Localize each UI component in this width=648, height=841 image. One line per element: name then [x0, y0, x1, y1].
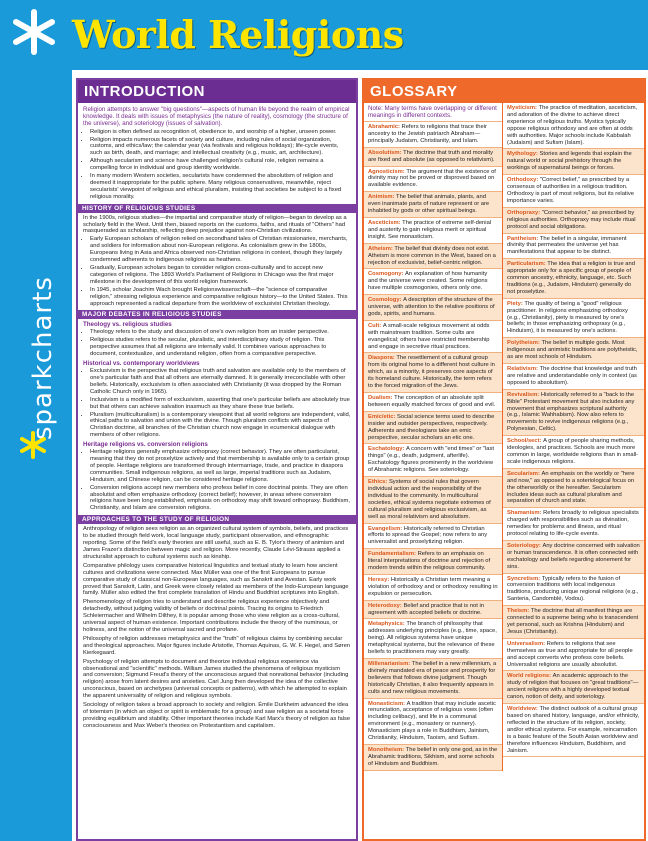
glossary-entry	[503, 338, 644, 364]
glossary-entry	[503, 639, 644, 672]
introduction-panel	[76, 78, 358, 841]
glossary-term: Piety:	[507, 300, 525, 307]
debate-theology-list	[83, 329, 351, 358]
glossary-term: Eschatology:	[368, 446, 407, 453]
list-item: • In many modern Western societies, secularists have condemned the absolutism of religion and deemed it inappropriate for the public sphere. Many religious conservatives, meanwhile, reject secularists' viewpoint of religious and ethical pluralism, insisting that societies be subject to a fixed religious morality.	[90, 173, 351, 201]
glossary-entry	[503, 469, 644, 509]
glossary-entry	[503, 299, 644, 339]
glossary-definition: Historically referred to a "back to the Bible" Protestant movement but also includes any movement that emphasizes scriptural authority (e.g., Islamic Wahhabism). Now also refers to movements to revive indigenous religions (e.g., Polynesian, Celtic).	[507, 391, 635, 433]
glossary-entry	[364, 699, 502, 745]
glossary-entry	[364, 148, 502, 167]
glossary-definition: The practice of extreme self-denial and austerity to gain religious merit or spiritual insight. See monasticism.	[368, 219, 492, 240]
glossary-column-left	[364, 103, 503, 771]
glossary-term: Universalism:	[507, 640, 547, 647]
glossary-term: Shamanism:	[507, 510, 544, 517]
top-banner	[0, 0, 648, 70]
glossary-definition: Systems of social rules that govern individual action and the responsibility of the individual to the community. In multicultural societies, ethical systems negotiate extremes of cultural pluralism and religious exclusivism, as well as moral relativism and absolutism.	[368, 479, 491, 520]
glossary-term: School/sect:	[507, 438, 544, 445]
glossary-term: World religions:	[507, 673, 553, 680]
glossary-definition: The argument that the existence of divinity may not be proved or disproved based on available evidence.	[368, 168, 496, 189]
glossary-entry	[364, 444, 502, 477]
glossary-entry	[364, 659, 502, 699]
glossary-panel	[362, 78, 646, 841]
list-item: • Theology refers to the study and discussion of one's own religion from an insider perspective.	[90, 329, 351, 336]
approach-paragraph: Philosophy of religion addresses metaphysics and the "truth" of religious claims by combining secular and theological approaches. Major figures include Aristotle, Thomas Aquinas, G. W. F. Hegel, and Søren Kierkegaard.	[83, 635, 351, 656]
glossary-term: Mysticism:	[507, 105, 539, 111]
glossary-term: Monotheism:	[368, 746, 406, 753]
glossary-entry	[364, 575, 502, 601]
glossary-term: Cosmogony:	[368, 271, 406, 278]
brand-wordmark	[18, 276, 58, 440]
history-paragraph: In the 1900s, religious studies—the impartial and comparative study of religion—began to develop as a scholarly field in the West. Until then, biased reports on the customs, faiths, and rituals of "Others" had masqueraded as scholarship, reflecting deep prejudice against non-Christian civilizations.	[83, 214, 347, 235]
glossary-entry	[503, 508, 644, 541]
glossary-entry	[364, 269, 502, 295]
glossary-definition: The conception of an absolute split between equally matched forces of good and evil.	[368, 395, 496, 408]
glossary-definition: The practice of meditation, asceticism, and adoration of the divine to achieve direct experience of religious truths. Mystics typically oppose religious orthodoxy and are often at odds with authorities. Major schools include Kabbalah (Judaism) and Sufism (Islam).	[507, 105, 638, 146]
brand-label: sparkcharts	[28, 276, 58, 440]
glossary-entry	[364, 412, 502, 445]
glossary-definition: "Correct behavior," as prescribed by religious authorities. Orthopraxy may include ritual protocol and social obligations.	[507, 209, 636, 230]
page-title: World Religions	[72, 12, 404, 57]
glossary-definition: The belief that animals, plants, and even inanimate parts of nature represent or are inhabited by gods or other spiritual beings.	[368, 194, 490, 215]
asterisk-small-icon	[18, 430, 48, 460]
glossary-term: Diaspora:	[368, 355, 397, 362]
list-item: • Exclusivism is the perspective that religious truth and salvation are available only to the members of one's particular faith and that all others are eternally damned. It is generally irreconcilable with other beliefs. Historically, exclusivism is often associated with Christianity (it was dropped by the Roman Catholic Church only in 1965).	[90, 368, 351, 396]
glossary-term: Mythology:	[507, 151, 540, 158]
glossary-term: Orthodoxy:	[507, 177, 540, 184]
approach-paragraph: Sociology of religion takes a broad approach to society and religion. Émile Durkheim advanced the idea of totemism (in which an object or spirit is emblematic for a group) and saw religion as a societal force providing equilibrium and stability. Other important theories include Karl Marx's theory of religion as false consciousness and Max Weber's theories on Protestantism and capitalism.	[83, 702, 351, 729]
list-item: • Heritage religions generally emphasize orthopraxy (correct behavior). They are often particularist, meaning that they do not proselytize actively and that membership is available only to a certain group of people. Heritage religions are transformed through intermarriage, trade, and practice in diaspora communities. Small indigenous religions, as well as large, imperial traditions such as Judaism, Hinduism, and Chinese religion, can be considered heritage religions.	[90, 449, 351, 484]
glossary-definition: The quality of being a "good" religious practitioner. In religions emphasizing orthodoxy (e.g., Christianity), piety is measured by one's beliefs; in those emphasizing orthopraxy (e.g., Hinduism), it is measured by one's actions.	[507, 300, 628, 335]
glossary-term: Cult:	[368, 322, 383, 329]
glossary-term: Emic/etic:	[368, 413, 397, 420]
glossary-entry	[364, 353, 502, 393]
glossary-definition: The doctrine that truth and morality are fixed and absolute (as opposed to relativism).	[368, 149, 495, 163]
glossary-entry	[503, 259, 644, 299]
approach-paragraph: Psychology of religion attempts to document and theorize individual religious experience via observational and "scientific" methods. William James studied the phenomena of religious mysticism and conversion; Sigmund Freud's theory of the unconscious argued that nonrational behavior (including religion) arose from latent desires and anxieties. Carl Jung then developed the idea of the collective unconscious, based on archetypes (universal concepts or patterns), with which he attempted to explain the apparent universality of religion and religious symbols.	[83, 658, 349, 700]
glossary-definition: The doctrine that all manifest things are connected to a supreme being who is transcendent yet personal, such as Krishna (Hinduism) and Jesus (Christianity).	[507, 608, 639, 635]
glossary-definition: Typically refers to the fusion of conversion traditions with local indigenous traditions, producing unique regional religions (e.g., Santeria, Candomblé, Vodou).	[507, 575, 639, 603]
glossary-term: Relativism:	[507, 366, 540, 372]
glossary-term: Worldview:	[507, 706, 540, 713]
glossary-definition: The resettlement of a cultural group from its original home to a different host culture in which, as a minority, it preserves core aspects of its homeland culture. Historically, the term refers to the forced migration of the Jews.	[368, 355, 495, 390]
glossary-definition: The belief that divinity does not exist. Atheism is more common in the West, based on a rejection of exclusivist, belief-centric religion.	[368, 245, 496, 266]
glossary-entry	[364, 601, 502, 620]
list-item: • Pluralism (multiculturalism) is a contemporary viewpoint that all world religions are independent, valid, ethical paths to salvation and union with the divine. Though pluralism conflicts with aspects of Christian doctrine, all branches of the Christian church now engage in ecumenical dialogue with members of other religions.	[90, 412, 351, 440]
list-item: • In 1945, scholar Joachim Wach brought Religionswissenschaft—the "science of comparative religion," stressing religious experience and comparative religious history—to the United States. This approach represented a radical departure from the worldview of exclusivist Christian theology.	[90, 287, 351, 308]
glossary-term: Monasticism:	[368, 700, 407, 707]
glossary-definition: Belief and practice that is not in agreement with accepted beliefs or doctrine.	[368, 602, 484, 616]
glossary-term: Cosmology:	[368, 297, 404, 304]
glossary-term: Millenarianism:	[368, 661, 412, 667]
glossary-entry	[364, 745, 502, 771]
debates-section-header: MAJOR DEBATES IN RELIGIOUS STUDIES	[78, 310, 356, 319]
glossary-entry	[364, 619, 502, 659]
glossary-definition: Stories and legends that explain the natural world or social prehistory through the workings of supernatural beings or forces.	[507, 151, 632, 172]
glossary-definition: The belief in a new millennium, a divinely mandated era of peace and prosperity for believers that follows divine judgment. Though historically Christian, it also frequently appears in cults and new religious movements.	[368, 661, 497, 695]
glossary-definition: Any doctrine concerned with salvation or human transcendence. It is often connected with eschatology and beliefs regarding atonement for sins.	[507, 542, 640, 570]
glossary-definition: A tradition that may include ascetic renunciation, acceptance of religious vows (often including celibacy), and life in a communal environment (e.g., monastery or nunnery). Monasticism plays a role in Buddhism, Jainism, Christianity, Hinduism, Taoism, and Sufism.	[368, 700, 496, 742]
debate-worldviews-list	[83, 368, 351, 439]
glossary-term: Secularism:	[507, 470, 542, 477]
glossary-entry	[364, 393, 502, 412]
approaches-section-header: APPROACHES TO THE STUDY OF RELIGION	[78, 515, 356, 524]
glossary-definition: The branch of philosophy that addresses underlying principles (e.g., time, space, being). All religious systems have unique metaphysical systems, but the relevance of these beliefs to practitioners may vary greatly.	[368, 621, 497, 656]
introduction-header: INTRODUCTION	[78, 80, 356, 103]
glossary-term: Animism:	[368, 194, 397, 201]
glossary-entry	[503, 103, 644, 149]
glossary-term: Dualism:	[368, 395, 395, 401]
list-item: • Conversion religions accept new members who profess belief in core doctrinal points. They are often absolutist and often emphasize orthodoxy (correct belief); however, in areas where conversion religions have been long established, emphasis on orthodoxy may shift toward orthopraxy. Buddhism, Christianity, and Islam are conversion religions.	[90, 485, 351, 513]
glossary-entry	[503, 671, 644, 704]
glossary-entry	[503, 364, 644, 390]
glossary-definition: An explanation of how humanity and the universe were created. Some religions have multiple cosmogonies, others only one.	[368, 271, 488, 292]
approach-paragraph: Comparative philology uses comparative historical linguistics and textual study to learn how ancient cultures and civilizations were connected. Max Müller was one of the first Europeans to pursue comparative study of classical non-European languages, such as Sanskrit and Avestan. Early work proved that Sanskrit, Latin, and Greek were closely related as members of the Indo-European language family. Müller also edited the first complete translation of Hindu and Buddhist scriptures into English.	[83, 562, 349, 597]
glossary-entry	[503, 390, 644, 436]
glossary-term: Syncretism:	[507, 575, 542, 582]
glossary-term: Atheism:	[368, 245, 395, 252]
glossary-entry	[364, 218, 502, 244]
debate-worldviews-title: Historical vs. contemporary worldviews	[83, 360, 200, 368]
history-section-header: HISTORY OF RELIGIOUS STUDIES	[78, 204, 356, 213]
glossary-entry	[503, 149, 644, 175]
glossary-definition: A description of the structure of the universe, with attention to the relative positions of gods, spirits, and humans.	[368, 297, 495, 317]
approach-paragraph: Anthropology of religion sees religion as an organized cultural system of symbols, beliefs, and practices to be studied through field work, local language study, participant observation, and ethnographic reporting. Some of the field's early theories are still useful, such as E. B. Tylor's theory of animism and James Frazer's distinction between magic and religion. More recently, Claude Lévi-Strauss applied a structuralist approach to cultural systems such as kinship.	[83, 526, 349, 560]
list-item: • Religious studies refers to the secular, pluralistic, and interdisciplinary study of religion. This perspective assumes that all religions are internally valid. It combines various approaches to document, contextualize, and understand religion, often from a comparative perspective.	[90, 337, 351, 358]
asterisk-logo-icon	[8, 6, 60, 58]
glossary-definition: The idea that a religion is true and appropriate only for a specific group of people of common ancestry, ethnicity, language, etc. Such traditions (e.g., Judaism, Hinduism) generally do not proselytize.	[507, 261, 635, 295]
glossary-term: Evangelism:	[368, 525, 404, 532]
glossary-term: Agnosticism:	[368, 168, 407, 175]
glossary-definition: Refers to religions that trace their ancestry to the Jewish patriarch Abraham—principally Judaism, Christianity, and Islam.	[368, 124, 487, 144]
debate-heritage-list	[83, 449, 351, 512]
glossary-entry	[364, 549, 502, 575]
list-item: • Religion is often defined as recognition of, obedience to, and worship of a higher, unseen power.	[90, 129, 351, 136]
glossary-term: Pantheism:	[507, 235, 540, 242]
glossary-entry	[364, 122, 502, 148]
glossary-entry	[503, 436, 644, 469]
list-item: • Early European scholars of religion relied on secondhand tales of Christian missionaries, merchants, and soldiers for information about non-European religions. As colonialism grew in the 1800s, Europeans living in Asia and Africa observed non-Christian religions in context, though they largely condemned adherents to indigenous religions as heathens.	[90, 236, 351, 264]
list-item: • Although secularism and science have challenged religion's cultural role, religion remains a compelling force in individual and group identity worldwide.	[90, 158, 351, 172]
debate-heritage-title: Heritage religions vs. conversion religions	[83, 441, 208, 449]
glossary-term: Particularism:	[507, 261, 548, 268]
approach-paragraph: Phenomenology of religion tries to understand and describe religious experience objectively and detachedly, without judging validity of beliefs or doctrinal points. Tracing its origins to Friedrich Schleiermacher and Wilhelm Dilthey, it is popular among those who view religion as a cross-cultural, universal aspect of human existence. Important contributions include the theory of the numinous, or holiness, and the notion of the universal sacred and profane.	[83, 599, 340, 633]
glossary-entry	[503, 606, 644, 639]
glossary-entry	[503, 541, 644, 574]
glossary-term: Heresy:	[368, 576, 391, 583]
glossary-entry	[364, 477, 502, 523]
intro-bullets	[83, 129, 351, 201]
glossary-term: Revivalism:	[507, 391, 541, 398]
glossary-entry	[364, 524, 502, 550]
intro-lead: Religion attempts to answer "big questions"—aspects of human life beyond the realm of empirical knowledge. It deals with issues of metaphysics (the nature of reality), cosmology (the structure of the universe), and soteriology (issues of salvation).	[83, 106, 350, 128]
glossary-note: Note: Many terms have overlapping or different meanings in different contexts.	[364, 103, 502, 122]
glossary-definition: A concern with "end times" or "last things" (e.g., death, judgment, afterlife). Eschatology figures prominently in the worldview of Abrahamic religions. See soteriology.	[368, 446, 495, 474]
glossary-entry	[364, 321, 502, 354]
list-item: • Inclusivism is a modified form of exclusivism, asserting that one's particular beliefs are absolutely true but that others can achieve salvation inasmuch as they share these true beliefs.	[90, 397, 351, 411]
glossary-definition: A small-scale religious movement at odds with mainstream tradition. Some cults are evangelical; others have restricted membership and engage in secretive ritual practices.	[368, 322, 490, 350]
glossary-term: Polytheism:	[507, 340, 542, 347]
glossary-definition: A group of people sharing methods, ideologies, and practices. Schools are much more common in large, worldwide religions than in small-scale indigenous religions.	[507, 438, 639, 465]
glossary-definition: Social science terms used to describe insider and outsider perspectives, respectively. Adherents and theologians take an emic perspective, secular scholars an etic one.	[368, 413, 495, 441]
glossary-column-right	[503, 103, 644, 771]
glossary-term: Soteriology:	[507, 542, 543, 549]
brand-sidebar	[0, 70, 72, 841]
glossary-term: Fundamentalism:	[368, 551, 418, 558]
glossary-definition: Historically referred to Christian efforts to spread the Gospel; now refers to any universalist and proselytizing religion.	[368, 525, 488, 546]
glossary-header: GLOSSARY	[364, 80, 644, 103]
glossary-entry	[503, 574, 644, 607]
debate-theology-title: Theology vs. religious studies	[83, 321, 172, 329]
glossary-term: Abrahamic:	[368, 124, 402, 130]
glossary-definition: The belief in multiple gods. Most indigenous and animistic traditions are polytheistic, as are most schools of Hinduism.	[507, 340, 638, 361]
glossary-term: Theism:	[507, 608, 531, 615]
glossary-entry	[364, 192, 502, 218]
glossary-term: Heterodoxy:	[368, 602, 404, 609]
glossary-definition: Historically a Christian term meaning a violation of orthodoxy and or orthodoxy resulting in expulsion or persecution.	[368, 576, 498, 597]
glossary-definition: The distinct outlook of a cultural group based on shared history, language, and/or ethnicity, reflected in the structure of its religion, society, and/or ethical systems. For example, reincarnation is a basic feature of the South Asian worldview and therefore influences Hinduism, Buddhism, and Jainism.	[507, 706, 640, 754]
glossary-term: Ethics:	[368, 479, 389, 486]
glossary-definition: The belief in only one god, as in the Abrahamic traditions, Sikhism, and some schools of Hinduism and Buddhism.	[368, 746, 498, 767]
glossary-entry	[503, 208, 644, 234]
glossary-entry	[503, 175, 644, 208]
glossary-definition: An emphasis on the worldly or "here and now," as opposed to a soteriological focus on the otherworldly or the hereafter. Secularism includes ideas such as cultural pluralism and separation of church and state.	[507, 470, 635, 505]
history-bullets	[83, 236, 351, 307]
glossary-definition: The doctrine that knowledge and truth are relative and understandable only in context (as opposed to absolutism).	[507, 366, 637, 386]
glossary-definition: An academic approach to the study of religion that focuses on "great traditions"—ancient religions with a highly developed textual canon, notion of deity, and soteriology.	[507, 673, 639, 701]
glossary-entry	[364, 167, 502, 193]
glossary-term: Metaphysics:	[368, 621, 407, 628]
glossary-entry	[364, 244, 502, 270]
list-item: • Religion impacts numerous facets of society and culture, including rules of social organization, customs, and ethics/law; the calendar year (via festivals and religious holidays); life-cycle events, such as birth, death, and marriage; and intellectual creativity (e.g., music, art, architecture).	[90, 137, 351, 158]
glossary-term: Asceticism:	[368, 219, 403, 226]
glossary-definition: "Correct belief," as prescribed by a consensus of authorities in a religious tradition. Orthodoxy is part of most religions, but its relative importance varies.	[507, 177, 634, 204]
glossary-entry	[503, 234, 644, 260]
glossary-term: Orthopraxy:	[507, 209, 542, 216]
glossary-definition: Refers broadly to religious specialists charged with responsibilities such as divination, remedies for problems and illness, and ritual protocol relating to life-cycle events.	[507, 510, 639, 538]
glossary-entry	[364, 295, 502, 321]
glossary-definition: Refers to religions that see themselves as true and appropriate for all people and accept converts who profess core beliefs. Universalist religions are usually absolutist.	[507, 640, 633, 668]
glossary-term: Absolutism:	[368, 149, 404, 156]
glossary-definition: The belief in a singular, immanent divinity that permeates the universe yet has manifestations that appear to be distinct.	[507, 235, 627, 256]
glossary-entry	[503, 704, 644, 757]
glossary-definition: Refers to an emphasis on literal interpretations of doctrine and rejection of modern trends within the religious community.	[368, 551, 491, 572]
list-item: • Gradually, European scholars began to consider religion cross-culturally and to accept new categories of religions. The 1893 World's Parliament of Religions in Chicago was the first major milestone in the development of this world religion framework.	[90, 265, 351, 286]
